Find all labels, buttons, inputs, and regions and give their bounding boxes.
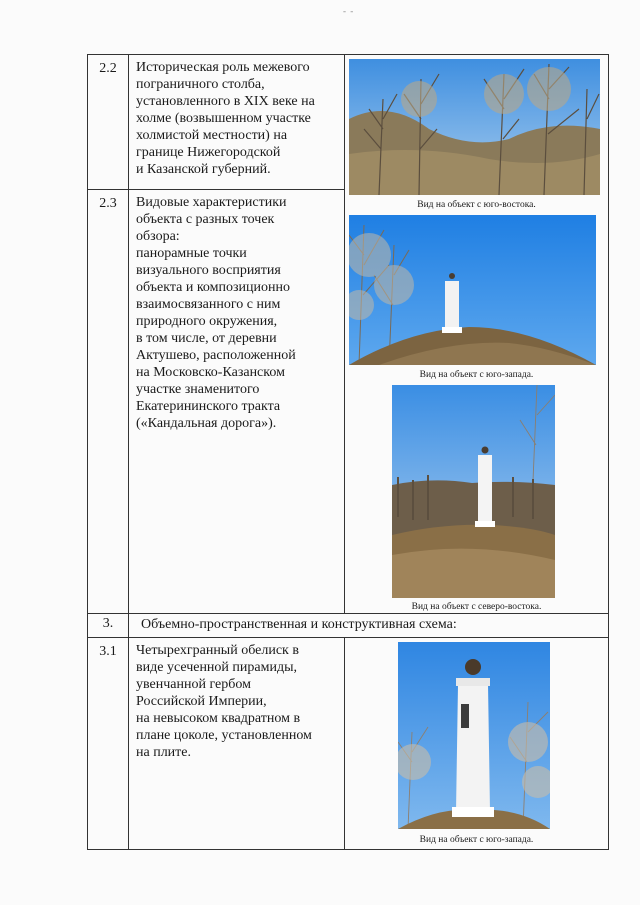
text-line: установленного в XIX веке на [136,94,315,109]
text-line: Видовые характеристики [136,194,287,210]
text-line: виде усеченной пирамиды, [136,660,297,675]
text-line: холме (возвышенном участке [136,111,311,126]
text-line: природного окружения, [136,313,278,329]
table-row [88,638,609,850]
section-number: 3. [88,614,129,638]
landscape-photo [349,59,600,195]
row-description [129,189,345,613]
text-line: панорамные точки [136,245,247,261]
text-line: Российской Империи, [136,694,267,709]
text-line: участке знаменитого [136,381,260,397]
text-line: Екатерининского тракта [136,398,281,414]
text-line: взаимосвязанного с ним [136,296,281,312]
text-line: Актушево, расположенной [136,347,296,363]
page-mark: - - [343,6,355,16]
row-number: 2.3 [88,189,129,613]
text-line: увенчанной гербом [136,677,251,692]
photo-cell [345,55,609,614]
text-line: объекта и композиционно [136,279,291,295]
text-line: на невысоком квадратном в [136,711,301,726]
photo-caption: Вид на объект с северо-востока. [411,602,542,612]
row-description [129,638,345,850]
text-line: плане цоколе, установленном [136,728,312,743]
row-number: 2.2 [88,55,129,190]
object-description-table [87,54,609,850]
photo-caption: Вид на объект с юго-запада. [419,835,534,845]
text-line: холмистой местности) на [136,128,288,143]
section-row [88,614,609,638]
section-title: Объемно-пространственная и конструктивная схема: [129,614,609,638]
text-line: обзора: [136,228,180,244]
text-line: Четырехгранный обелиск в [136,643,299,658]
text-line: на плите. [136,745,192,760]
obelisk-photo [392,385,555,598]
text-line: Историческая роль межевого [136,60,310,75]
obelisk-photo [398,642,550,829]
row-number: 3.1 [88,638,129,850]
photo-caption: Вид на объект с юго-востока. [417,200,536,210]
photo-south-east [349,59,600,195]
text-line: объекта с разных точек [136,211,275,227]
text-line: и Казанской губерний. [136,162,271,177]
photo-north-east [392,385,555,598]
photo-obelisk-closeup [398,642,550,829]
table-row [88,55,609,190]
photo-south-west [349,215,596,365]
obelisk-photo [349,215,596,365]
text-line: («Кандальная дорога»). [136,415,277,431]
text-line: на Московско-Казанском [136,364,285,380]
text-line: в том числе, от деревни [136,330,277,346]
row-description [129,55,345,190]
text-line: пограничного столба, [136,77,265,92]
text-line: визуального восприятия [136,262,281,278]
photo-caption: Вид на объект с юго-запада. [419,370,534,380]
text-line: границе Нижегородской [136,145,281,160]
photo-cell [345,638,609,850]
